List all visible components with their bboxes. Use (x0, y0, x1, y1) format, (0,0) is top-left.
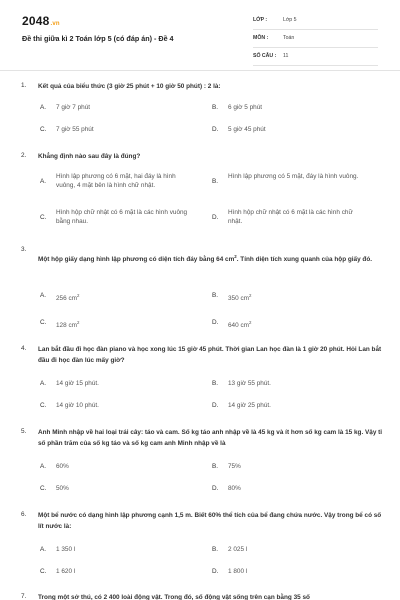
option-sup: 2 (76, 293, 80, 298)
option-text: 80% (228, 485, 241, 492)
option-letter: C. (40, 214, 47, 221)
meta-value-class: Lớp 5 (283, 17, 297, 23)
question-text: Một bể nước có dạng hình lập phương cạnh 1,5 m. Biết 60% thể tích của bể đang chứa nước. Vậy trong bể có số lít nước là: (38, 512, 382, 530)
option-letter: C. (40, 126, 47, 133)
option-text: 6 giờ 5 phút (228, 104, 263, 111)
meta-value-subject: Toán (283, 35, 295, 41)
option-letter: A. (40, 104, 47, 111)
option-text (228, 291, 368, 303)
meta-label-count: SỐ CÂU : (253, 53, 277, 59)
option-letter: A. (40, 292, 47, 299)
meta-row-class (253, 14, 378, 30)
option-text: 50% (56, 485, 69, 492)
option-letter: C. (40, 485, 47, 492)
option-value: 640 cm (228, 322, 249, 330)
question-text-before: Một hộp giấy dạng hình lập phương có diện tích đáy bằng 64 cm (38, 256, 235, 264)
option-text: 14 giờ 15 phút. (56, 380, 99, 387)
question-text: Kết quả của biểu thức (3 giờ 25 phút + 10 giờ 50 phút) : 2 là: (38, 83, 221, 90)
option-letter: B. (212, 546, 219, 553)
option-letter: B. (212, 178, 219, 185)
option-letter: D. (212, 319, 219, 326)
question-text (38, 252, 383, 266)
option-text: 14 giờ 25 phút. (228, 402, 271, 409)
option-text (56, 318, 196, 330)
header-divider (0, 70, 400, 71)
question-number: 2. (21, 152, 27, 159)
question-text-sup: 2 (234, 254, 237, 259)
page-header (0, 0, 400, 70)
option-text: 13 giờ 55 phút. (228, 380, 271, 387)
option-value: 128 cm (56, 322, 77, 330)
question-text: Trong một sở thú, có 2 400 loài động vật. Trong đó, số động vật sống trên cạn bằng 35 số (38, 594, 310, 600)
logo-suffix: .vn (50, 21, 60, 27)
option-letter: D. (212, 568, 219, 575)
option-text (56, 291, 196, 303)
option-sup: 2 (248, 320, 252, 325)
option-text: Hình lập phương có 5 mặt, đáy là hình vuông. (228, 173, 359, 180)
question-number: 1. (21, 82, 27, 89)
option-text: 7 giờ 55 phút (56, 126, 94, 133)
option-letter: D. (212, 402, 219, 409)
document-title: Đề thi giữa kì 2 Toán lớp 5 (có đáp án) - Đề 4 (22, 34, 174, 43)
option-letter: A. (40, 380, 47, 387)
question-number: 5. (21, 428, 27, 435)
question-number: 6. (21, 511, 27, 518)
meta-label-subject: MÔN : (253, 35, 269, 41)
option-text: 7 giờ 7 phút (56, 104, 91, 111)
option-letter: B. (212, 292, 219, 299)
option-text: 75% (228, 463, 241, 470)
option-value: 256 cm (56, 295, 77, 303)
option-text: 1 350 l (56, 546, 76, 553)
meta-value-count: 11 (283, 53, 289, 59)
option-text: 14 giờ 10 phút. (56, 402, 99, 409)
option-text: Hình hộp chữ nhật có 6 mặt là các hình vuông bằng nhau. (56, 209, 188, 225)
question-number: 7. (21, 593, 27, 600)
question-text: Khẳng định nào sau đây là đúng? (38, 153, 141, 160)
meta-row-count (253, 50, 378, 66)
option-text: Hình hộp chữ nhật có 6 mặt là các hình chữ nhật. (228, 209, 353, 225)
option-sup: 2 (76, 320, 80, 325)
option-letter: B. (212, 104, 219, 111)
option-text: 60% (56, 463, 69, 470)
option-text: 1 620 l (56, 568, 76, 575)
option-letter: D. (212, 126, 219, 133)
option-text: 1 800 l (228, 568, 248, 575)
question-number: 4. (21, 345, 27, 352)
option-letter: A. (40, 178, 47, 185)
option-sup: 2 (248, 293, 252, 298)
meta-row-subject (253, 32, 378, 48)
option-letter: C. (40, 319, 47, 326)
question-text: Anh Minh nhập về hai loại trái cây: táo và cam. Số kg táo anh nhập về là 45 kg và ít hơn số kg cam là 15 kg. Vậy tỉ số phần trăm của số kg táo và số kg cam anh Minh nhập về là (38, 429, 383, 447)
option-letter: A. (40, 463, 47, 470)
option-text: Hình lập phương có 6 mặt, hai đáy là hình vuông, 4 mặt bên là hình chữ nhật. (56, 173, 176, 189)
option-letter: A. (40, 546, 47, 553)
exam-meta (253, 14, 378, 68)
question-number: 3. (21, 246, 27, 253)
option-letter: C. (40, 402, 47, 409)
option-letter: B. (212, 380, 219, 387)
option-text (228, 318, 368, 330)
question-text: Lan bắt đầu đi học đàn piano và học xong lúc 15 giờ 45 phút. Thời gian Lan học đàn là 1 giờ 20 phút. Hỏi Lan bắt đầu đi học đàn lúc mấy giờ? (38, 346, 382, 364)
option-letter: B. (212, 463, 219, 470)
option-text: 5 giờ 45 phút (228, 126, 266, 133)
logo-text: 2048 (22, 14, 50, 28)
option-letter: C. (40, 568, 47, 575)
meta-label-class: LỚP : (253, 17, 268, 23)
option-text: 2 025 l (228, 546, 248, 553)
option-value: 350 cm (228, 295, 249, 303)
question-text-after: . Tính diện tích xung quanh của hộp giấy đó. (236, 256, 373, 264)
option-letter: D. (212, 485, 219, 492)
site-logo[interactable] (22, 14, 60, 28)
option-letter: D. (212, 214, 219, 221)
